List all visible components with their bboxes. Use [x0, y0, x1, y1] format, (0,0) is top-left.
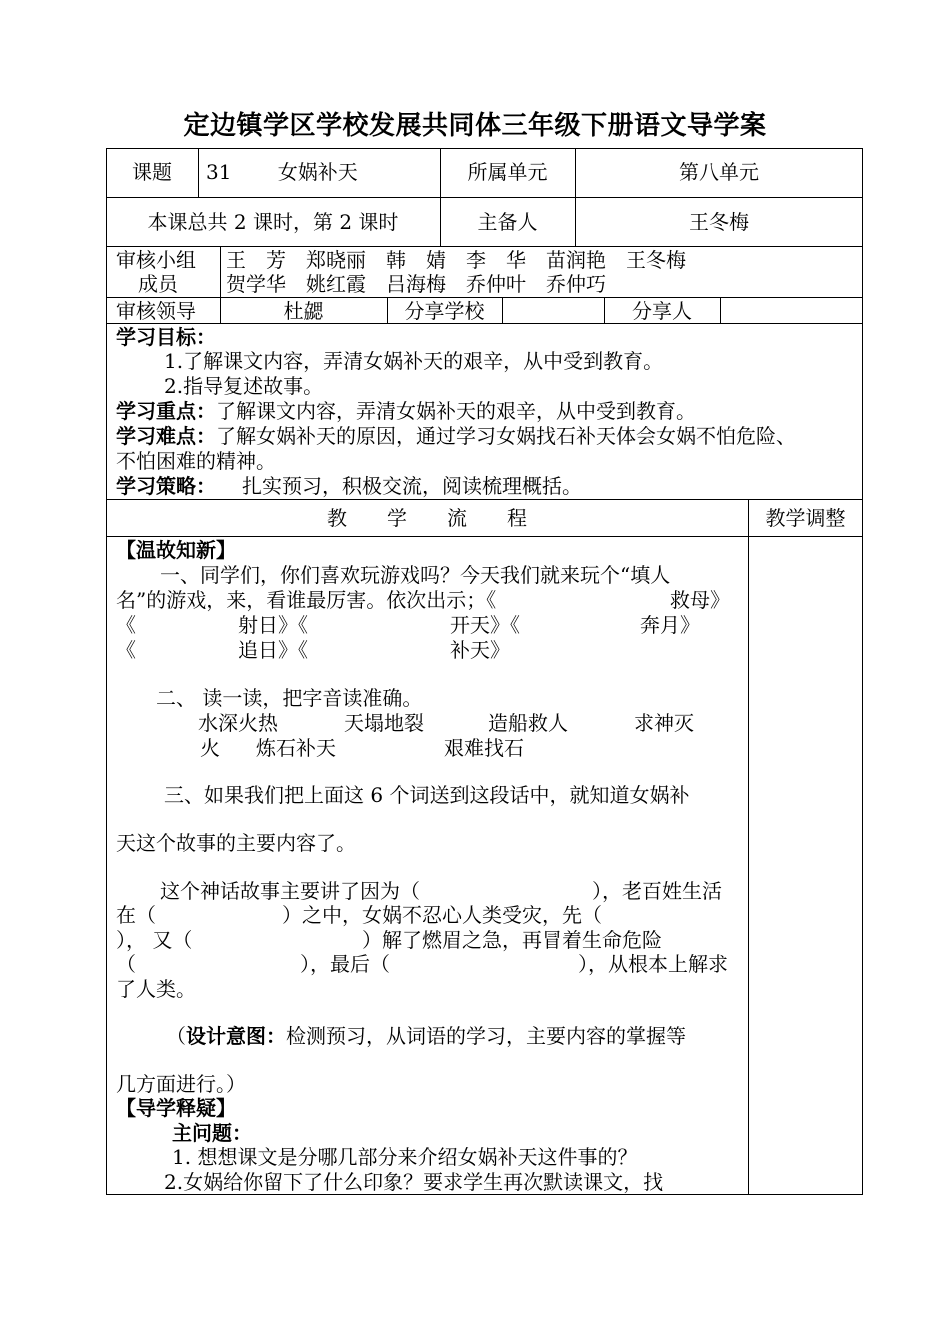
- vocab-word: 造船救人: [488, 711, 568, 735]
- review-group-label: 成员: [138, 272, 178, 296]
- section-title: 【温故知新】: [116, 538, 236, 562]
- section-title: 【导学释疑】: [116, 1096, 236, 1120]
- fill-blank-text: ），最后（: [300, 952, 390, 976]
- vocab-word: 天塌地裂: [344, 711, 424, 735]
- col-divider: [502, 297, 503, 323]
- paragraph: 名”的游戏，来，看谁最厉害。依次出示；《: [116, 588, 497, 612]
- vocab-word: 水深火热: [198, 711, 278, 735]
- fill-blank-text: （: [116, 952, 136, 976]
- review-group-members: 王 芳 郑晓丽 韩 婧 李 华 苗润艳 王冬梅: [226, 248, 686, 272]
- fill-name-item: 奔月》: [640, 613, 700, 637]
- fill-blank-text: ）解了燃眉之急，再冒着生命危险: [362, 928, 662, 952]
- fill-name-item: 追日》《: [238, 638, 308, 662]
- paragraph: 一、同学们，你们喜欢玩游戏吗？今天我们就来玩个“填人: [160, 563, 671, 587]
- difficulty-point: [116, 424, 796, 448]
- key-text: 了解课文内容，弄清女娲补天的艰辛，从中受到教育。: [216, 399, 696, 423]
- row-divider: [106, 197, 863, 198]
- row-divider: [106, 323, 863, 324]
- question-item: 2.女娲给你留下了什么印象？要求学生再次默读课文，找: [164, 1170, 664, 1194]
- fill-blank-text: ）之中，女娲不忍心人类受灾，先（: [282, 903, 602, 927]
- design-text: 检测预习，从词语的学习，主要内容的掌握等: [286, 1024, 686, 1048]
- document-title: 定边镇学区学校发展共同体三年级下册语文导学案: [183, 111, 767, 141]
- difficulty-text: 了解女娲补天的原因，通过学习女娲找石补天体会女娲不怕危险、: [216, 424, 796, 448]
- key-label: 学习重点：: [116, 399, 216, 423]
- col-divider: [748, 499, 749, 1195]
- vocab-word: 艰难找石: [444, 736, 524, 760]
- sharer-label: 分享人: [632, 299, 692, 323]
- col-divider: [720, 297, 721, 323]
- col-divider: [198, 148, 199, 197]
- review-group-label: 审核小组: [116, 248, 196, 272]
- review-group-members: 贺学华 姚红霞 吕海梅 乔仲叶 乔仲巧: [226, 272, 606, 296]
- fill-blank-text: ），从根本上解求: [578, 952, 728, 976]
- difficulty-text: 不怕困难的精神。: [116, 449, 276, 473]
- goal-label: 学习目标：: [116, 325, 216, 349]
- adjust-header: 教学调整: [765, 506, 846, 530]
- review-leader-label: 审核领导: [116, 299, 196, 323]
- fill-blank-text: ），老百姓生活: [592, 879, 722, 903]
- goal-item: 1.了解课文内容，弄清女娲补天的艰辛，从中受到教育。: [164, 349, 664, 373]
- fill-blank-text: ）， 又（: [116, 928, 193, 952]
- unit-value: 第八单元: [679, 160, 759, 184]
- vocab-word: 火: [200, 736, 220, 760]
- flow-header: 教 学 流 程: [327, 506, 527, 530]
- strategy-label: 学习策略：: [116, 474, 216, 498]
- preparer-label: 主备人: [477, 210, 538, 234]
- main-question-label: 主问题：: [172, 1121, 252, 1145]
- fill-name-item: 救母》: [670, 588, 730, 612]
- unit-label: 所属单元: [467, 160, 548, 184]
- fill-name-item: 补天》: [450, 638, 510, 662]
- goal-item: 2.指导复述故事。: [164, 374, 324, 398]
- fill-name-item: 开天》《: [450, 613, 520, 637]
- review-leader-value: 杜勰: [283, 299, 324, 323]
- paragraph: 三、如果我们把上面这 6 个词送到这段话中，就知道女娲补: [164, 783, 690, 807]
- fill-name-item: 射日》《: [238, 613, 308, 637]
- row-divider: [106, 536, 863, 537]
- fill-blank-text: 在（: [116, 903, 156, 927]
- design-intent: （设计意图：检测预习，从词语的学习，主要内容的掌握等: [166, 1024, 686, 1048]
- share-school-label: 分享学校: [404, 299, 485, 323]
- lesson-label: 课题: [132, 160, 172, 184]
- key-point: [116, 399, 696, 423]
- design-label: 设计意图：: [186, 1024, 286, 1048]
- row-divider: [106, 499, 863, 500]
- design-intent: 几方面进行。）: [116, 1072, 246, 1096]
- vocab-word: 求神灭: [634, 711, 694, 735]
- vocab-word: 炼石补天: [256, 736, 336, 760]
- fill-blank-text: 这个神话故事主要讲了因为（: [160, 879, 420, 903]
- question-item: 1. 想想课文是分哪几部分来介绍女娲补天这件事的？: [172, 1145, 638, 1169]
- fill-name-item: 《: [116, 613, 136, 637]
- strategy-text: 扎实预习，积极交流，阅读梳理概括。: [242, 474, 582, 498]
- strategy-point: [116, 474, 582, 498]
- difficulty-label: 学习难点：: [116, 424, 216, 448]
- paragraph: 二、 读一读，把字音读准确。: [156, 686, 423, 710]
- hours-text: 本课总共 2 课时，第 2 课时: [147, 210, 399, 234]
- fill-name-item: 《: [116, 638, 136, 662]
- preparer-value: 王冬梅: [689, 210, 749, 234]
- lesson-value: 31 女娲补天: [206, 160, 358, 184]
- fill-blank-text: 了人类。: [116, 977, 196, 1001]
- paragraph: 天这个故事的主要内容了。: [116, 831, 356, 855]
